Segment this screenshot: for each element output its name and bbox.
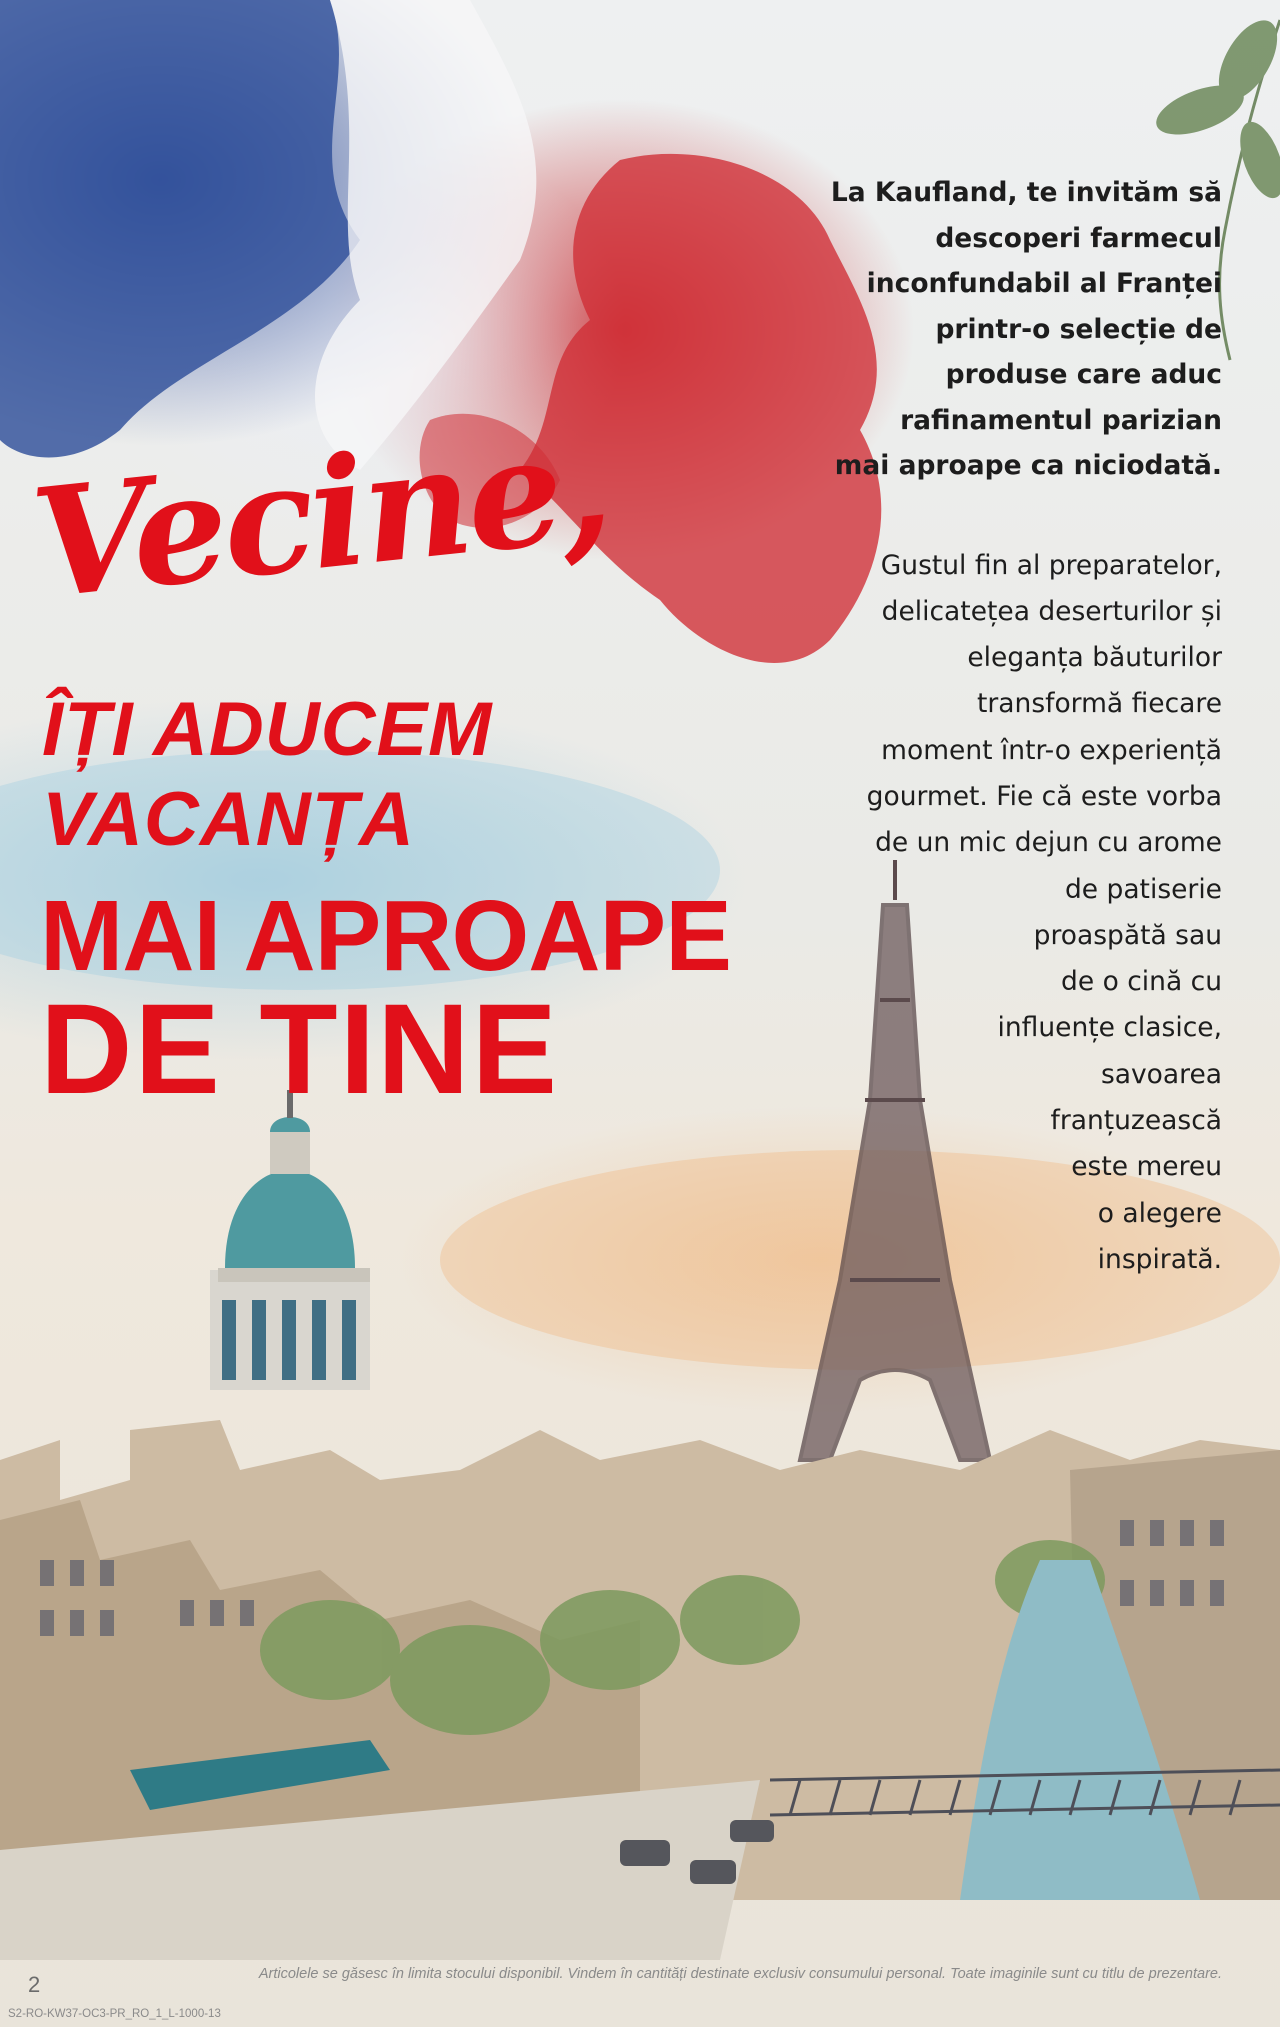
footer-code: S2-RO-KW37-OC3-PR_RO_1_L-1000-13 <box>8 2008 221 2020</box>
body-line: transformă fiecare <box>977 688 1222 720</box>
body-line: de un mic dejun cu arome <box>875 827 1222 859</box>
body-line: de patiserie <box>1064 873 1222 905</box>
body-line: gourmet. Fie că este vorba <box>866 780 1222 812</box>
headline-line-3: MAI APROAPE <box>40 880 731 992</box>
body-line: Gustul fin al preparatelor, <box>880 549 1222 581</box>
intro-line: rafinamentul parizian <box>900 404 1222 436</box>
body-line: inspirată. <box>1097 1243 1222 1275</box>
body-line: influențe clasice, <box>997 1012 1222 1044</box>
body-line: de o cină cu <box>1061 966 1222 998</box>
headline-line-1: ÎȚI ADUCEM <box>42 687 493 772</box>
intro-line: La Kaufland, te invităm să <box>830 177 1222 208</box>
body-line: este mereu <box>1071 1151 1222 1183</box>
body-line: savoarea <box>1100 1058 1222 1090</box>
headline-line-4: DE TINE <box>40 978 559 1121</box>
headline-script: Vecine, <box>24 397 616 633</box>
intro-line: printr-o selecție de <box>935 313 1222 345</box>
footer-disclaimer: Articolele se găsesc în limita stocului disponibil. Vindem în cantități destinate exclusiv consumului personal. Toate imaginile sunt cu titlu de prezentare. <box>258 1966 1222 1982</box>
intro-line: inconfundabil al Franței <box>866 268 1222 299</box>
body-line: eleganța băuturilor <box>967 642 1222 674</box>
intro-line: descoperi farmecul <box>935 222 1222 254</box>
body-line: o alegere <box>1097 1197 1222 1229</box>
body-line: proaspătă sau <box>1033 919 1222 951</box>
pantheon-dome <box>210 1090 370 1390</box>
body-line: moment într-o experiență <box>881 734 1222 766</box>
intro-line: mai aproape ca niciodată. <box>834 450 1222 481</box>
body-paragraph <box>722 543 1222 1284</box>
description-text <box>722 170 1222 1283</box>
intro-line: produse care aduc <box>945 359 1222 390</box>
body-line: delicatețea deserturilor și <box>881 595 1222 627</box>
page-number: 2 <box>28 1972 41 1997</box>
intro-paragraph <box>722 170 1222 489</box>
body-line: franțuzească <box>1050 1105 1222 1137</box>
headline-line-2: VACANȚA <box>42 777 415 862</box>
